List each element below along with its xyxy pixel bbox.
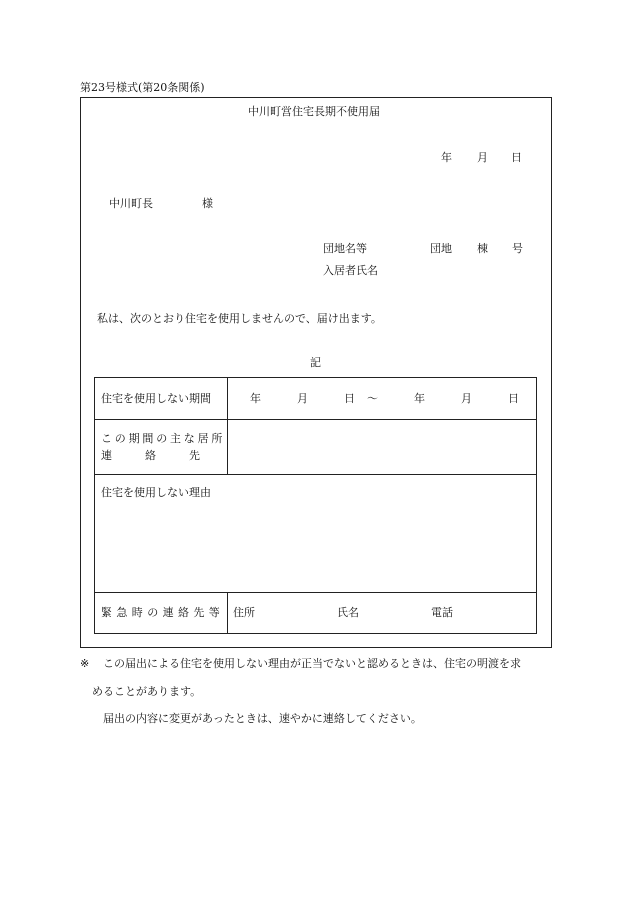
details-table xyxy=(94,377,537,634)
danchi-unit: 団地 xyxy=(430,242,452,255)
table-col-divider xyxy=(227,419,228,474)
date-month: 月 xyxy=(477,151,488,164)
tou-unit: 棟 xyxy=(477,242,488,255)
period-year-to: 年 xyxy=(414,392,425,405)
resident-name-label: 入居者氏名 xyxy=(323,264,378,277)
period-day-from: 日 xyxy=(344,392,355,405)
emergency-phone-label: 電話 xyxy=(431,606,453,619)
reason-label: 住宅を使用しない理由 xyxy=(101,486,211,499)
note-line-1: この届出による住宅を使用しない理由が正当でないと認めるときは、住宅の明渡を求 xyxy=(103,657,521,670)
addressee-name: 中川町長 xyxy=(109,197,153,210)
period-month-to: 月 xyxy=(461,392,472,405)
note-mark: ※ xyxy=(80,657,90,670)
period-month-from: 月 xyxy=(297,392,308,405)
period-year-from: 年 xyxy=(250,392,261,405)
statement: 私は、次のとおり住宅を使用しませんので、届け出ます。 xyxy=(97,312,382,325)
date-year: 年 xyxy=(441,151,452,164)
table-rule xyxy=(95,419,536,420)
danchi-label: 団地名等 xyxy=(323,242,367,255)
gou-unit: 号 xyxy=(512,242,523,255)
table-rule xyxy=(95,474,536,475)
emergency-name-label: 氏名 xyxy=(337,606,359,619)
residence-label-line1: この期間の主な居所 xyxy=(101,432,226,445)
table-rule xyxy=(95,592,536,593)
emergency-address-label: 住所 xyxy=(233,606,255,619)
form-title: 中川町営住宅長期不使用届 xyxy=(248,105,380,118)
period-day-to: 日 xyxy=(508,392,519,405)
form-number: 第23号様式(第20条関係) xyxy=(80,81,205,94)
table-col-divider xyxy=(227,592,228,634)
emergency-label: 緊急時の連絡先等 xyxy=(101,606,225,619)
table-col-divider xyxy=(227,378,228,419)
period-tilde: ～ xyxy=(367,392,378,405)
note-line-3: 届出の内容に変更があったときは、速やかに連絡してください。 xyxy=(103,712,422,725)
period-label: 住宅を使用しない期間 xyxy=(101,392,211,405)
ki-heading: 記 xyxy=(310,356,321,369)
addressee-honorific: 様 xyxy=(202,197,213,210)
note-line-2: めることがあります。 xyxy=(92,685,202,698)
date-day: 日 xyxy=(511,151,522,164)
residence-label-line2: 連 絡 先 xyxy=(101,449,200,462)
